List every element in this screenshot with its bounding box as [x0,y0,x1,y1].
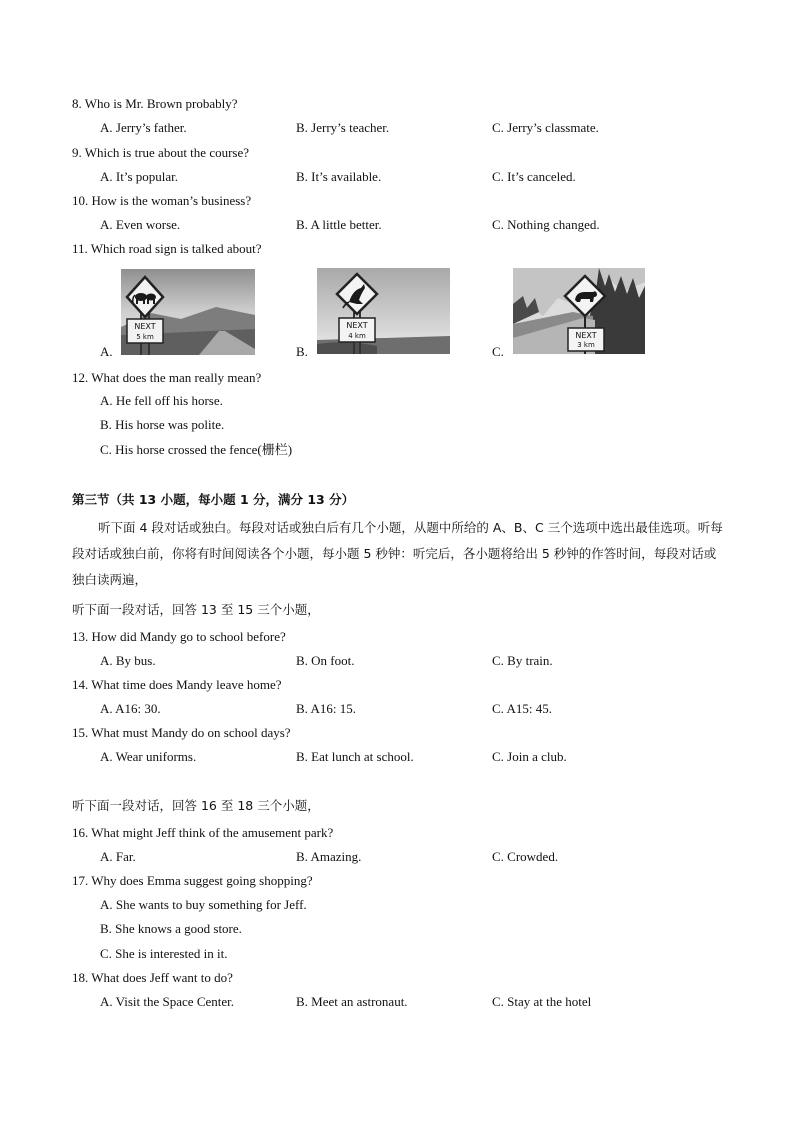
q14-option-b[interactable]: B. A16: 15. [296,701,356,716]
question-12: 12. What does the man really mean? [72,370,262,385]
q16-option-b[interactable]: B. Amazing. [296,849,362,864]
road-sign-photo-c[interactable] [513,268,645,354]
q10-option-b[interactable]: B. A little better. [296,217,382,232]
q18-option-b[interactable]: B. Meet an astronaut. [296,994,408,1009]
q15-option-a[interactable]: A. Wear uniforms. [100,749,197,764]
road-sign-photo-a[interactable] [121,269,255,355]
q12-option-b[interactable]: B. His horse was polite. [100,417,225,432]
question-16: 16. What might Jeff think of the amusement park? [72,825,334,840]
q14-option-c[interactable]: C. A15: 45. [492,701,552,716]
question-18: 18. What does Jeff want to do? [72,970,233,985]
q10-option-c[interactable]: C. Nothing changed. [492,217,600,232]
q9-option-a[interactable]: A. It’s popular. [100,169,178,184]
q16-option-a[interactable]: A. Far. [100,849,136,864]
q16-option-c[interactable]: C. Crowded. [492,849,559,864]
q11-option-a-label[interactable]: A. [100,344,113,359]
q17-option-a[interactable]: A. She wants to buy something for Jeff. [100,897,307,912]
q17-option-c[interactable]: C. She is interested in it. [100,946,228,961]
dialog-2-intro: 听下面一段对话，回答 16 至 18 三个小题， [72,798,320,813]
q8-option-c[interactable]: C. Jerry’s classmate. [492,120,599,135]
sign-b-line2: 4 km [348,332,366,340]
q8-option-a[interactable]: A. Jerry’s father. [100,120,187,135]
q10-option-a[interactable]: A. Even worse. [100,217,181,232]
question-9: 9. Which is true about the course? [72,145,250,160]
sign-b-line1: NEXT [346,321,368,330]
q9-option-c[interactable]: C. It’s canceled. [492,169,576,184]
road-sign-photo-b[interactable] [317,268,450,354]
q18-option-c[interactable]: C. Stay at the hotel [492,994,592,1009]
q18-option-a[interactable]: A. Visit the Space Center. [100,994,235,1009]
q13-option-c[interactable]: C. By train. [492,653,553,668]
section-3-instructions: 听下面 4 段对话或独白。每段对话或独白后有几个小题，从题中所给的 A、B、C 三个选项中选出最佳选项。听每段对话或独白前，你将有时间阅读各个小题，每小题 5 秒钟：听完后，各小题将给出 5 秒钟的作答时间，每段对话或独白读两遍， [72,520,723,587]
question-11: 11. Which road sign is talked about? [72,241,262,256]
q11-option-c-label[interactable]: C. [492,344,504,359]
q17-option-b[interactable]: B. She knows a good store. [100,921,242,936]
q9-option-b[interactable]: B. It’s available. [296,169,382,184]
sign-a-line2: 5 km [136,333,154,341]
section-3-heading: 第三节（共 13 小题，每小题 1 分，满分 13 分） [72,492,355,507]
question-8: 8. Who is Mr. Brown probably? [72,96,238,111]
question-15: 15. What must Mandy do on school days? [72,725,291,740]
question-17: 17. Why does Emma suggest going shopping? [72,873,313,888]
q11-option-b-label[interactable]: B. [296,344,308,359]
question-14: 14. What time does Mandy leave home? [72,677,282,692]
q8-option-b[interactable]: B. Jerry’s teacher. [296,120,390,135]
q13-option-a[interactable]: A. By bus. [100,653,156,668]
sign-c-line2: 3 km [577,341,595,349]
q13-option-b[interactable]: B. On foot. [296,653,355,668]
sign-c-line1: NEXT [575,331,597,340]
dialog-1-intro: 听下面一段对话，回答 13 至 15 三个小题， [72,602,320,617]
q14-option-a[interactable]: A. A16: 30. [100,701,161,716]
question-10: 10. How is the woman’s business? [72,193,252,208]
q12-option-a[interactable]: A. He fell off his horse. [100,393,223,408]
question-13: 13. How did Mandy go to school before? [72,629,286,644]
sign-a-line1: NEXT [134,322,156,331]
q15-option-b[interactable]: B. Eat lunch at school. [296,749,414,764]
q12-option-c[interactable]: C. His horse crossed the fence(栅栏) [100,442,293,457]
q15-option-c[interactable]: C. Join a club. [492,749,567,764]
